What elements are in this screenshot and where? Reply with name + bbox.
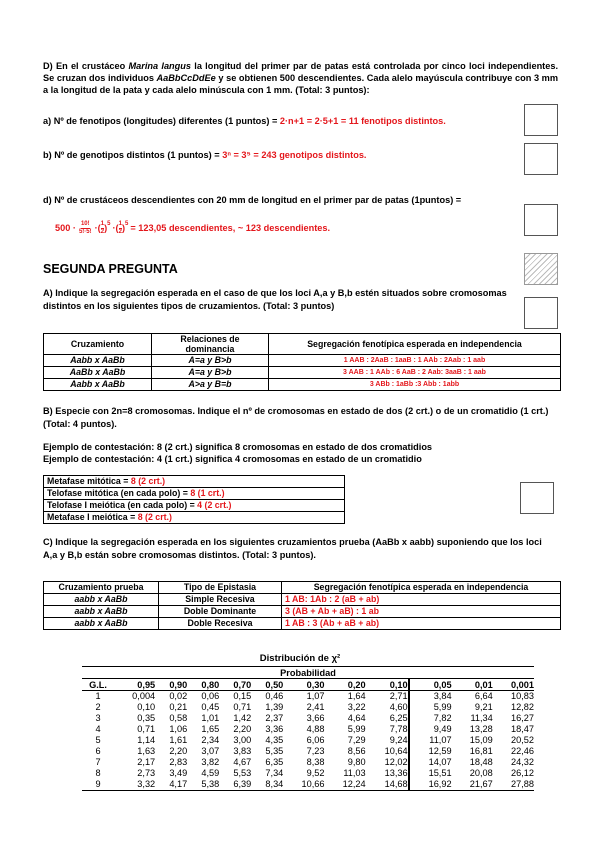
- chi-value-cell: 4,64: [347, 713, 366, 723]
- chi-value-cell: 3,66: [306, 713, 325, 723]
- chi-value-cell: 18,48: [469, 757, 493, 767]
- chi-value-cell: 7,34: [265, 768, 284, 778]
- chi-value-cell: 7,82: [409, 713, 452, 724]
- chi-value-cell: 0,58: [169, 713, 188, 723]
- chi-value-cell: 14,68: [366, 779, 409, 791]
- chi-value-cell: 4,60: [389, 702, 408, 712]
- chi-value-cell: 2,83: [169, 757, 188, 767]
- chi-value-cell: 4,67: [233, 757, 252, 767]
- chi-df-cell: 4: [95, 724, 101, 734]
- chi-value-cell: 2,17: [137, 757, 156, 767]
- genotype-name: AaBbCcDdEe: [156, 73, 216, 83]
- chi-row: [82, 691, 534, 703]
- chi-value-cell: 15,09: [469, 735, 493, 745]
- table-A-header: Cruzamiento Relaciones de dominancia Segregación fenotípica esperada en independencia: [44, 334, 561, 355]
- chi-value-cell: 8,34: [251, 779, 283, 791]
- chi-value-cell: 1,39: [265, 702, 284, 712]
- chi-value-cell: 2,41: [306, 702, 325, 712]
- chi-row: [82, 724, 534, 735]
- chi-value-cell: 0,46: [265, 691, 284, 701]
- chi-row: [82, 768, 534, 779]
- chi-value-cell: 21,67: [452, 779, 493, 791]
- table-row: Aabb x AaBb A>a y B=b 3 ABb : 1aBb :3 Abb : 1abb: [44, 379, 561, 391]
- chi-row: [82, 757, 534, 768]
- chi-value-cell: 6,06: [306, 735, 325, 745]
- answer-d-formula: 500 · 10! 5!·5! ·( 1 2 ) $^5$ ·( 1 2 ) $^5$ = 123,05 descendientes, ~ 123 descendientes.: [55, 220, 331, 235]
- chi-value-cell: 3,36: [265, 724, 284, 734]
- chi-value-cell: 1,07: [306, 691, 325, 701]
- chi-value-cell: 1,63: [137, 746, 156, 756]
- chi-value-cell: 5,99: [347, 724, 366, 734]
- chi-value-cell: 6,64: [474, 691, 493, 701]
- chi-df-cell: 5: [95, 735, 101, 745]
- chi-value-cell: 1,14: [137, 735, 156, 745]
- chi-value-cell: 3,00: [233, 735, 252, 745]
- score-box-B[interactable]: [520, 482, 554, 514]
- chi-value-cell: 9,52: [306, 768, 325, 778]
- chi-df-cell: 1: [95, 691, 101, 701]
- chi-value-cell: 2,20: [169, 746, 188, 756]
- chi-value-cell: 3,84: [409, 691, 452, 703]
- chi-value-cell: 8,56: [347, 746, 366, 756]
- table-C-header: Cruzamiento prueba Tipo de Epistasia Segregación fenotípica esperada en independencia: [44, 582, 561, 594]
- chi-value-cell: 0,06: [201, 691, 220, 701]
- table-row: aabb x AaBb Doble Recesiva 1 AB : 3 (Ab + aB + ab): [44, 618, 561, 630]
- chi-value-cell: 1,06: [169, 724, 188, 734]
- chi-value-cell: 11,03: [343, 768, 366, 778]
- chi-value-cell: 3,22: [347, 702, 366, 712]
- table-row: AaBb x AaBb A=a y B>b 3 AAB : 1 AAb : 6 AaB : 2 Aab: 3aaB : 1 aab: [44, 367, 561, 379]
- chi-value-cell: 22,46: [511, 746, 534, 756]
- answer-b: 3ⁿ = 3⁵ = 243 genotipos distintos.: [222, 150, 367, 160]
- chi-value-cell: 5,99: [409, 702, 452, 713]
- chi-value-cell: 13,36: [384, 768, 408, 778]
- chi-row: [82, 713, 534, 724]
- chi-value-cell: 9,24: [389, 735, 408, 745]
- chi-value-cell: 0,10: [137, 702, 156, 712]
- chi-value-cell: 16,92: [409, 779, 452, 791]
- chi-df-cell: 3: [95, 713, 101, 723]
- chi-value-cell: 7,78: [389, 724, 408, 734]
- chi-value-cell: 0,004: [132, 691, 156, 701]
- table-C: [43, 581, 561, 630]
- chi-value-cell: 16,81: [469, 746, 493, 756]
- table-row: Aabb x AaBb A=a y B>b 1 AAB : 2AaB : 1aaB : 1 AAb : 2Aab : 1 aab: [44, 355, 561, 367]
- chi-df-cell: 7: [95, 757, 101, 767]
- chi-value-cell: 11,07: [409, 735, 452, 746]
- chi-value-cell: 12,59: [409, 746, 452, 757]
- table-row: Telofase I meiótica (en cada polo) = 4 (2 crt.): [44, 500, 345, 512]
- chi-value-cell: 11,34: [470, 713, 493, 723]
- table-B: [43, 475, 345, 524]
- chi-value-cell: 2,37: [265, 713, 284, 723]
- chi-body: [82, 691, 534, 791]
- partD-intro: D) En el crustáceo Marina langus la longitud del primer par de patas está controlada por cinco loci independientes. Se cruzan dos individuos AaBbCcDdEe y se obtienen 500 descendientes. Cada alelo mayúscula contribuye con 3 mm a la longitud de la pata y cada alelo minúscula con 1 mm. (Total: 3 puntos):: [43, 61, 559, 95]
- chi-header-row: G.L. 0,95 0,90 0,80 0,70 0,50 0,30 0,20 0,10 0,05 0,01 0,001: [82, 679, 534, 691]
- chi-value-cell: 5,35: [265, 746, 284, 756]
- species-name: Marina langus: [128, 61, 192, 71]
- chi-value-cell: 12,82: [511, 702, 534, 712]
- chi-value-cell: 3,82: [201, 757, 220, 767]
- example-2: Ejemplo de contestación: 4 (1 crt.) significa 4 cromosomas en estado de un cromatidio: [43, 454, 422, 464]
- chi-value-cell: 10,83: [511, 691, 534, 701]
- chi-value-cell: 12,24: [324, 779, 365, 791]
- question-d: d) Nº de crustáceos descendientes con 20 mm de longitud en el primer par de patas (1puntos) =: [43, 195, 462, 205]
- table-row: Telofase mitótica (en cada polo) = 8 (1 crt.): [44, 488, 345, 500]
- chi-row: [82, 735, 534, 746]
- chi-value-cell: 1,01: [201, 713, 220, 723]
- chi-value-cell: 4,59: [201, 768, 220, 778]
- chi-value-cell: 6,35: [265, 757, 284, 767]
- chi-value-cell: 3,32: [114, 779, 155, 791]
- chi-value-cell: 26,12: [511, 768, 534, 778]
- section-hatched-box: [524, 253, 558, 285]
- chi-value-cell: 24,32: [511, 757, 534, 767]
- table-row: aabb x AaBb Doble Dominante 3 (AB + Ab + aB) : 1 ab: [44, 606, 561, 618]
- chi-value-cell: 1,42: [233, 713, 252, 723]
- score-box-b[interactable]: [524, 143, 558, 175]
- chi-value-cell: 1,65: [201, 724, 220, 734]
- chi-value-cell: 0,21: [169, 702, 188, 712]
- score-box-d[interactable]: [524, 204, 558, 236]
- chi-value-cell: 6,39: [219, 779, 251, 791]
- chi-value-cell: 5,53: [233, 768, 252, 778]
- chi-value-cell: 20,08: [469, 768, 493, 778]
- chi-value-cell: 9,80: [347, 757, 366, 767]
- chi-subtitle-row: Probabilidad: [82, 667, 534, 679]
- chi-value-cell: 0,15: [233, 691, 252, 701]
- chi-value-cell: 3,49: [169, 768, 188, 778]
- question-b: b) Nº de genotipos distintos (1 puntos) = 3ⁿ = 3⁵ = 243 genotipos distintos.: [43, 150, 367, 160]
- chi-value-cell: 0,71: [233, 702, 252, 712]
- chi-value-cell: 4,88: [306, 724, 325, 734]
- section-title: SEGUNDA PREGUNTA: [43, 262, 178, 276]
- chi-df-cell: 2: [95, 702, 101, 712]
- chi-row: [82, 746, 534, 757]
- chi-value-cell: 20,52: [511, 735, 534, 745]
- chi-value-cell: 9,21: [474, 702, 493, 712]
- example-1: Ejemplo de contestación: 8 (2 crt.) significa 8 cromosomas en estado de dos cromatidios: [43, 442, 433, 452]
- partB-text: B) Especie con 2n=8 cromosomas. Indique el nº de cromosomas en estado de dos (2 crt.) o de un cromatidio (1 crt.) (Total: 4 puntos).: [43, 406, 549, 429]
- chi-value-cell: 7,29: [347, 735, 366, 745]
- score-box-A[interactable]: [524, 297, 558, 329]
- chi-value-cell: 7,23: [306, 746, 325, 756]
- chi-value-cell: 2,20: [233, 724, 252, 734]
- chi-value-cell: 3,07: [201, 746, 220, 756]
- partA-text: A) Indique la segregación esperada en el caso de que los loci A,a y B,b estén situados sobre cromosomas distintos en los siguientes tipos de cruzamientos. (Total: 3 puntos): [43, 288, 507, 311]
- chi-value-cell: 1,64: [347, 691, 366, 701]
- chi-df-cell: 6: [95, 746, 101, 756]
- chi-value-cell: 16,27: [511, 713, 534, 723]
- chi-value-cell: 3,83: [233, 746, 252, 756]
- chi-value-cell: 4,17: [155, 779, 187, 791]
- table-row: Metafase mitótica = 8 (2 crt.): [44, 476, 345, 488]
- chi-value-cell: 15,51: [409, 768, 452, 779]
- chi-value-cell: 6,25: [389, 713, 408, 723]
- chi-df-cell: 8: [95, 768, 101, 778]
- table-row: Metafase I meiótica = 8 (2 crt.): [44, 512, 345, 524]
- chi-title: Distribución de χ²: [259, 653, 341, 664]
- table-row: aabb x AaBb Simple Recesiva 1 AB: 1Ab : 2 (aB + ab): [44, 594, 561, 606]
- table-A: [43, 333, 561, 391]
- chi-value-cell: 4,35: [265, 735, 284, 745]
- chi-value-cell: 12,02: [384, 757, 408, 767]
- chi-value-cell: 14,07: [409, 757, 452, 768]
- answer-a: 2·n+1 = 2·5+1 = 11 fenotipos distintos.: [279, 116, 446, 126]
- chi-value-cell: 13,28: [469, 724, 493, 734]
- chi-value-cell: 18,47: [511, 724, 534, 734]
- chi-value-cell: 0,02: [169, 691, 188, 701]
- chi-value-cell: 10,64: [384, 746, 408, 756]
- chi-value-cell: 1,61: [169, 735, 188, 745]
- chi-value-cell: 10,66: [283, 779, 324, 791]
- chi-value-cell: 0,35: [137, 713, 156, 723]
- chi-row: [82, 702, 534, 713]
- chi-value-cell: 2,34: [201, 735, 220, 745]
- chi-value-cell: 0,45: [201, 702, 220, 712]
- chi-row: [82, 779, 534, 791]
- chi-value-cell: 9,49: [409, 724, 452, 735]
- chi-value-cell: 2,73: [137, 768, 156, 778]
- chi-value-cell: 0,71: [137, 724, 156, 734]
- score-box-a[interactable]: [524, 104, 558, 136]
- partC-text: C) Indique la segregación esperada en los siguientes cruzamientos prueba (AaBb x aabb) suponiendo que los loci A,a y B,b están sobre cromosomas distintos. (Total: 3 puntos).: [43, 537, 542, 560]
- chi-value-cell: 5,38: [187, 779, 219, 791]
- chi-value-cell: 2,71: [389, 691, 408, 701]
- chi-df-cell: 9: [82, 779, 114, 791]
- chi-value-cell: 27,88: [493, 779, 534, 791]
- chi-value-cell: 8,38: [306, 757, 325, 767]
- chi-table: [82, 666, 534, 791]
- question-a: a) Nº de fenotipos (longitudes) diferentes (1 puntos) = 2·n+1 = 2·5+1 = 11 fenotipos distintos.: [43, 116, 446, 126]
